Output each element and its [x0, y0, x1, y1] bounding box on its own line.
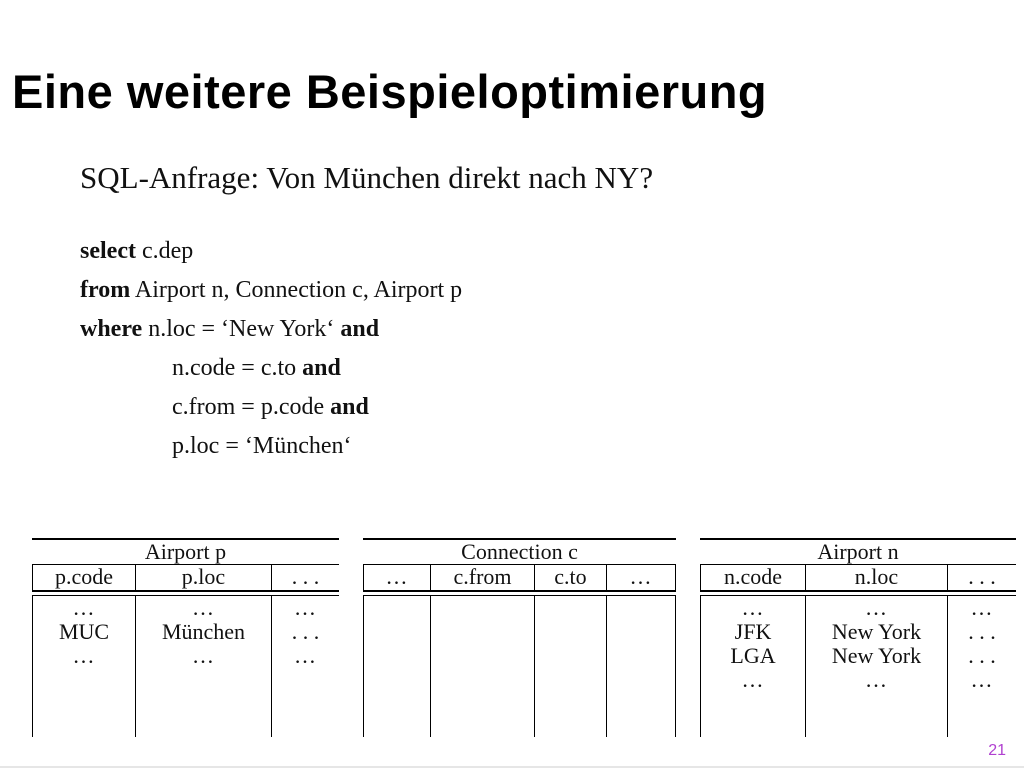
- table-column: [431, 596, 535, 737]
- sql-keyword-from: from: [80, 277, 131, 303]
- table-cell: …: [865, 667, 888, 692]
- table-body: [32, 595, 339, 737]
- sql-keyword-select: select: [80, 238, 136, 264]
- sql-keyword-and: and: [340, 316, 380, 342]
- sql-condition-3: c.from = p.code: [172, 394, 331, 420]
- table-name: Airport p: [32, 538, 339, 565]
- slide-title: Eine weitere Beispieloptimierung: [12, 65, 768, 118]
- sql-keyword-and: and: [302, 355, 341, 381]
- sql-from-line: [80, 271, 462, 310]
- sql-condition-line-4: [80, 427, 462, 466]
- header-cell: c.to: [535, 565, 607, 590]
- table-name: Connection c: [363, 538, 676, 565]
- table-column: [535, 596, 607, 737]
- sql-condition-1: n.loc = ‘New York‘: [142, 316, 341, 342]
- table-cell: New York: [831, 619, 922, 644]
- table-column: [32, 596, 136, 737]
- table-header: [32, 565, 339, 592]
- table-column: [806, 596, 948, 737]
- table-header: [363, 565, 676, 592]
- header-cell: p.loc: [136, 565, 272, 590]
- table-cell: …: [741, 667, 765, 692]
- sql-select-columns: c.dep: [135, 238, 194, 264]
- table-column: [363, 596, 431, 737]
- sql-keyword-and: and: [330, 394, 369, 420]
- table-cell: …: [970, 667, 994, 692]
- table-header: [700, 565, 1016, 592]
- table-column: [607, 596, 676, 737]
- table-column: [700, 596, 806, 737]
- header-cell: …: [363, 565, 431, 590]
- slide-subtitle: SQL-Anfrage: Von München direkt nach NY?: [80, 160, 654, 195]
- table-cell: …: [970, 595, 994, 620]
- sql-condition-2: n.code = c.to: [172, 355, 303, 381]
- table-cell: New York: [831, 643, 922, 668]
- table-airport-p: [32, 538, 339, 737]
- table-cell: …: [72, 595, 96, 620]
- page-number: 21: [988, 742, 1006, 759]
- table-cell: LGA: [730, 643, 776, 668]
- header-cell: p.code: [32, 565, 136, 590]
- header-cell: . . .: [291, 564, 320, 589]
- table-cell: …: [294, 643, 317, 668]
- table-column: [272, 596, 339, 737]
- table-cell: MUC: [58, 619, 110, 644]
- table-cell: JFK: [734, 619, 772, 644]
- table-body: [363, 595, 676, 737]
- header-cell: n.loc: [806, 565, 948, 590]
- header-cell: c.from: [431, 565, 535, 590]
- sql-where-line: [80, 310, 462, 349]
- sql-condition-line-3: [80, 388, 462, 427]
- table-cell: …: [741, 595, 765, 620]
- table-cell: . . .: [968, 619, 996, 644]
- sql-keyword-where: where: [80, 316, 143, 342]
- table-cell: …: [192, 643, 215, 668]
- sql-query: [80, 232, 462, 466]
- table-airport-n: [700, 538, 1016, 737]
- table-cell: …: [865, 595, 888, 620]
- header-cell: . . .: [968, 564, 996, 589]
- table-cell: . . .: [968, 643, 996, 668]
- table-connection-c: [363, 538, 676, 737]
- sql-condition-4: p.loc = ‘München‘: [172, 433, 352, 459]
- sql-from-tables: Airport n, Connection c, Airport p: [130, 277, 463, 303]
- table-cell: …: [192, 595, 215, 620]
- sql-condition-line-2: [80, 349, 462, 388]
- table-cell: München: [161, 619, 246, 644]
- sql-select-line: [80, 232, 462, 271]
- table-body: [700, 595, 1016, 737]
- header-cell: n.code: [700, 565, 806, 590]
- table-column: [948, 596, 1016, 737]
- header-cell: …: [607, 565, 676, 590]
- table-name: Airport n: [700, 538, 1016, 565]
- table-column: [136, 596, 272, 737]
- table-cell: . . .: [291, 619, 320, 644]
- table-cell: …: [294, 595, 317, 620]
- table-cell: …: [72, 643, 96, 668]
